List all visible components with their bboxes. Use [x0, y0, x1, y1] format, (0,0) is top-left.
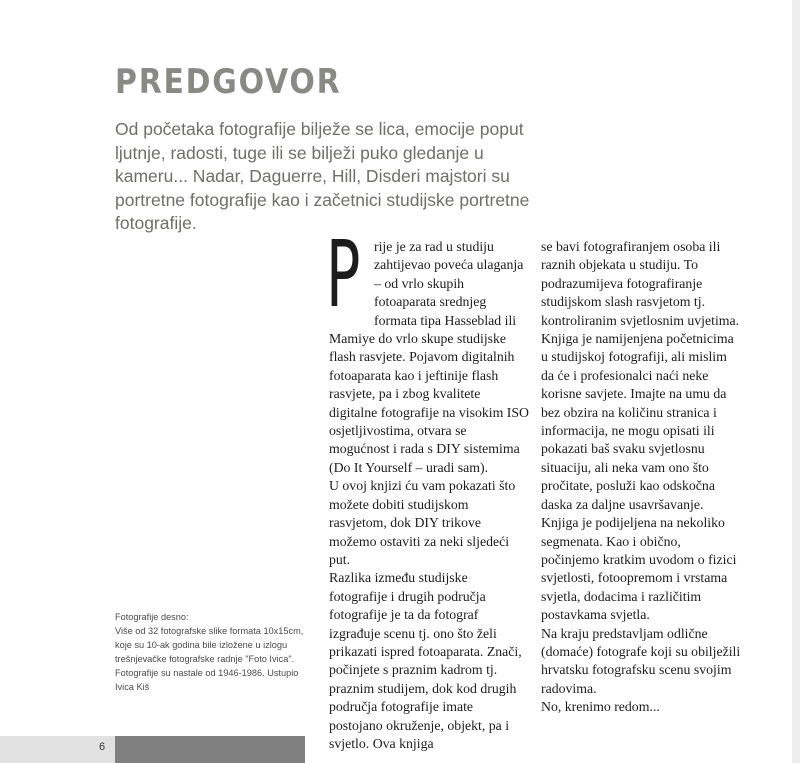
body-column-1	[326, 221, 530, 753]
body-paragraph	[326, 221, 530, 477]
body-column-2	[541, 238, 741, 717]
page-edge	[792, 0, 800, 763]
intro-paragraph: Od početaka fotografije bilježe se lica, emocije poput ljutnje, radosti, tuge ili se bilježi puko gledanje u kameru... Nadar, Daguerre, Hill, Disderi majstori su portretne fotografije kao i začetnici studijske portretne fotografije.	[115, 119, 530, 233]
photo-caption	[115, 610, 315, 694]
caption-text: Više od 32 fotografske slike formata 10x15cm, koje su 10-ak godina bile izložene u izlogu trešnjevačke fotografske radnje "Foto Ivica". Fotografije su nastale od 1946-1986. Ustupio Ivica Kiš	[115, 626, 304, 692]
body-paragraph: Knjiga je podijeljena na nekoliko segmenata. Kao i obično, počinjemo kratkim uvodom o fizici svjetlosti, fotoopremom i vrstama svjetla, dodacima i različitim postavkama svjetla.	[541, 515, 737, 623]
body-paragraph: se bavi fotografiranjem osoba ili raznih objekata u studiju. To podrazumijeva fotografiranje studijskom slash rasvjetom tj. kontroliranim svjetlosnim uvjetima.	[541, 239, 740, 328]
footer-margin-bar	[0, 736, 115, 763]
paragraph-text: rije je za rad u studiju zahtijevao poveća ulaganja – od vrlo skupih fotoaparata srednjeg formata tipa Hasseblad ili Mamiye do vrlo skupe studijske flash rasvjete. Pojavom digitalnih fotoaparata kao i jeftinije flash rasvjete, pa i zbog kvalitete digitalne fotografije na visokim ISO osjetljivostima, otvara se mogućnost i rada s DIY sistemima (Do It Yourself – uradi sam).	[329, 239, 530, 475]
page-title: PREDGOVOR	[115, 62, 342, 102]
body-paragraph: Knjiga je namijenjena početnicima u studijskoj fotografiji, ali mislim da će i profesionalci naći neke korisne savjete. Imajte na umu da bez obzira na količinu stranica i informacija, ne mogu opisati ili pokazati baš svaku svjetlosnu situaciju, ali neka vam ono što pročitate, posluži kao odskočna daska za daljne usavršavanje.	[541, 331, 734, 512]
body-paragraph: Razlika između studijske fotografije i drugih područja fotografije je ta da fotograf izgrađuje scenu tj. ono što želi prikazati ispred fotoaparata. Znači, počinjete s praznim kadrom tj. praznim studijem, dok kod drugih područja fotografije imate postojano okruženje, objekt, pa i svjetlo. Ova knjiga	[329, 570, 522, 751]
caption-heading: Fotografije desno:	[115, 612, 189, 622]
body-paragraph: Na kraju predstavljam odlične (domaće) fotografe koji su obilježili hrvatsku fotografsku scenu svojim radovima.	[541, 625, 741, 696]
body-paragraph: U ovoj knjizi ću vam pokazati što možete dobiti studijskom rasvjetom, dok DIY trikove možemo ostaviti za neki sljedeći put.	[329, 478, 516, 567]
drop-cap: P	[326, 221, 361, 328]
page-number: 6	[99, 741, 106, 753]
footer-bar	[115, 736, 305, 763]
body-paragraph: No, krenimo redom...	[541, 699, 660, 715]
